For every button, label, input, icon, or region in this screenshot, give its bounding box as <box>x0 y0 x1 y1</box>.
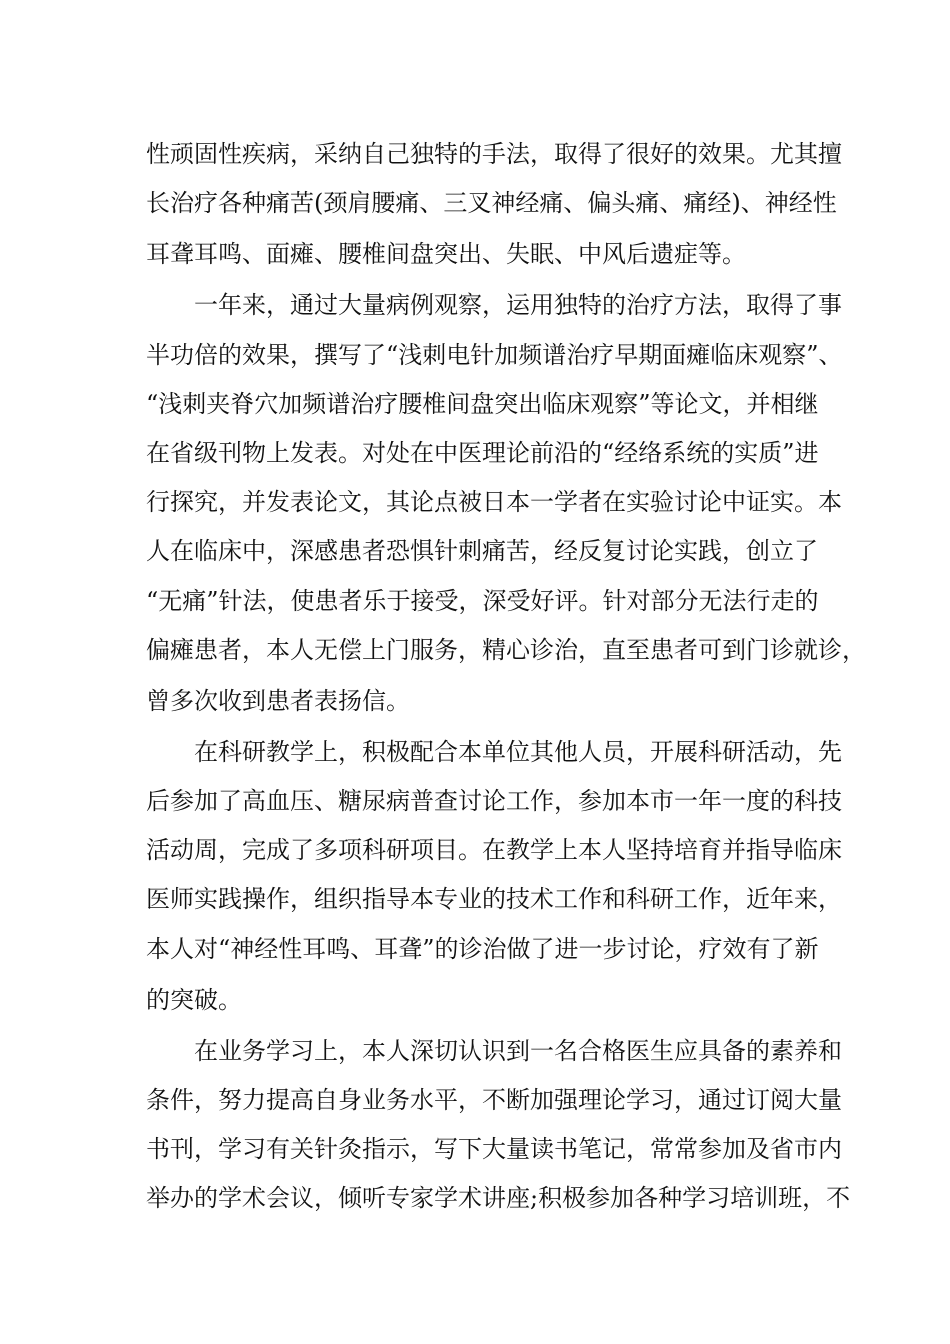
text-line: 一年来，通过大量病例观察，运用独特的治疗方法，取得了事 <box>194 291 842 320</box>
text-line: 偏瘫患者，本人无偿上门服务，精心诊治，直至患者可到门诊就诊， <box>146 635 866 664</box>
text-line: 条件，努力提高自身业务水平，不断加强理论学习，通过订阅大量 <box>146 1086 842 1114</box>
text-line: 性顽固性疾病，采纳自己独特的手法，取得了很好的效果。尤其擅 <box>146 140 842 168</box>
paragraph-3 <box>146 728 842 1027</box>
text-line: 在省级刊物上发表。对处在中医理论前沿的“经络系统的实质”进 <box>146 438 819 467</box>
text-line: 曾多次收到患者表扬信。 <box>146 686 410 715</box>
text-line: 人在临床中，深感患者恐惧针刺痛苦，经反复讨论实践，创立了 <box>146 537 818 566</box>
paragraph-4 <box>146 1027 851 1224</box>
text-line: 本人对“神经性耳鸣、耳聋”的诊治做了进一步讨论，疗效有了新 <box>146 934 819 963</box>
text-line: 医师实践操作，组织指导本专业的技术工作和科研工作，近年来， <box>146 885 842 914</box>
text-line: 长治疗各种痛苦(颈肩腰痛、三叉神经痛、偏头痛、痛经)、神经性 <box>146 189 837 218</box>
body-text <box>146 130 866 1224</box>
text-line: 在科研教学上，积极配合本单位其他人员，开展科研活动，先 <box>194 737 842 766</box>
text-line: 的突破。 <box>146 985 242 1014</box>
text-line: “浅刺夹脊穴加频谱治疗腰椎间盘突出临床观察”等论文，并相继 <box>146 389 819 418</box>
text-line: 举办的学术会议，倾听专家学术讲座;积极参加各种学习培训班，不 <box>146 1184 851 1213</box>
text-line: 后参加了高血压、糖尿病普查讨论工作，参加本市一年一度的科技 <box>146 787 842 816</box>
text-line: 活动周，完成了多项科研项目。在教学上本人坚持培育并指导临床 <box>146 836 842 865</box>
text-line: 书刊，学习有关针灸指示，写下大量读书笔记，常常参加及省市内 <box>146 1135 842 1164</box>
text-line: 在业务学习上，本人深切认识到一名合格医生应具备的素养和 <box>194 1036 842 1065</box>
paragraph-1 <box>146 130 842 281</box>
paragraph-2 <box>146 281 866 728</box>
text-line: 耳聋耳鸣、面瘫、腰椎间盘突出、失眠、中风后遗症等。 <box>146 240 746 269</box>
text-line: 半功倍的效果，撰写了“浅刺电针加频谱治疗早期面瘫临床观察”、 <box>146 340 843 369</box>
text-line: 行探究，并发表论文，其论点被日本一学者在实验讨论中证实。本 <box>146 488 842 517</box>
text-line: “无痛”针法，使患者乐于接受，深受好评。针对部分无法行走的 <box>146 586 819 615</box>
